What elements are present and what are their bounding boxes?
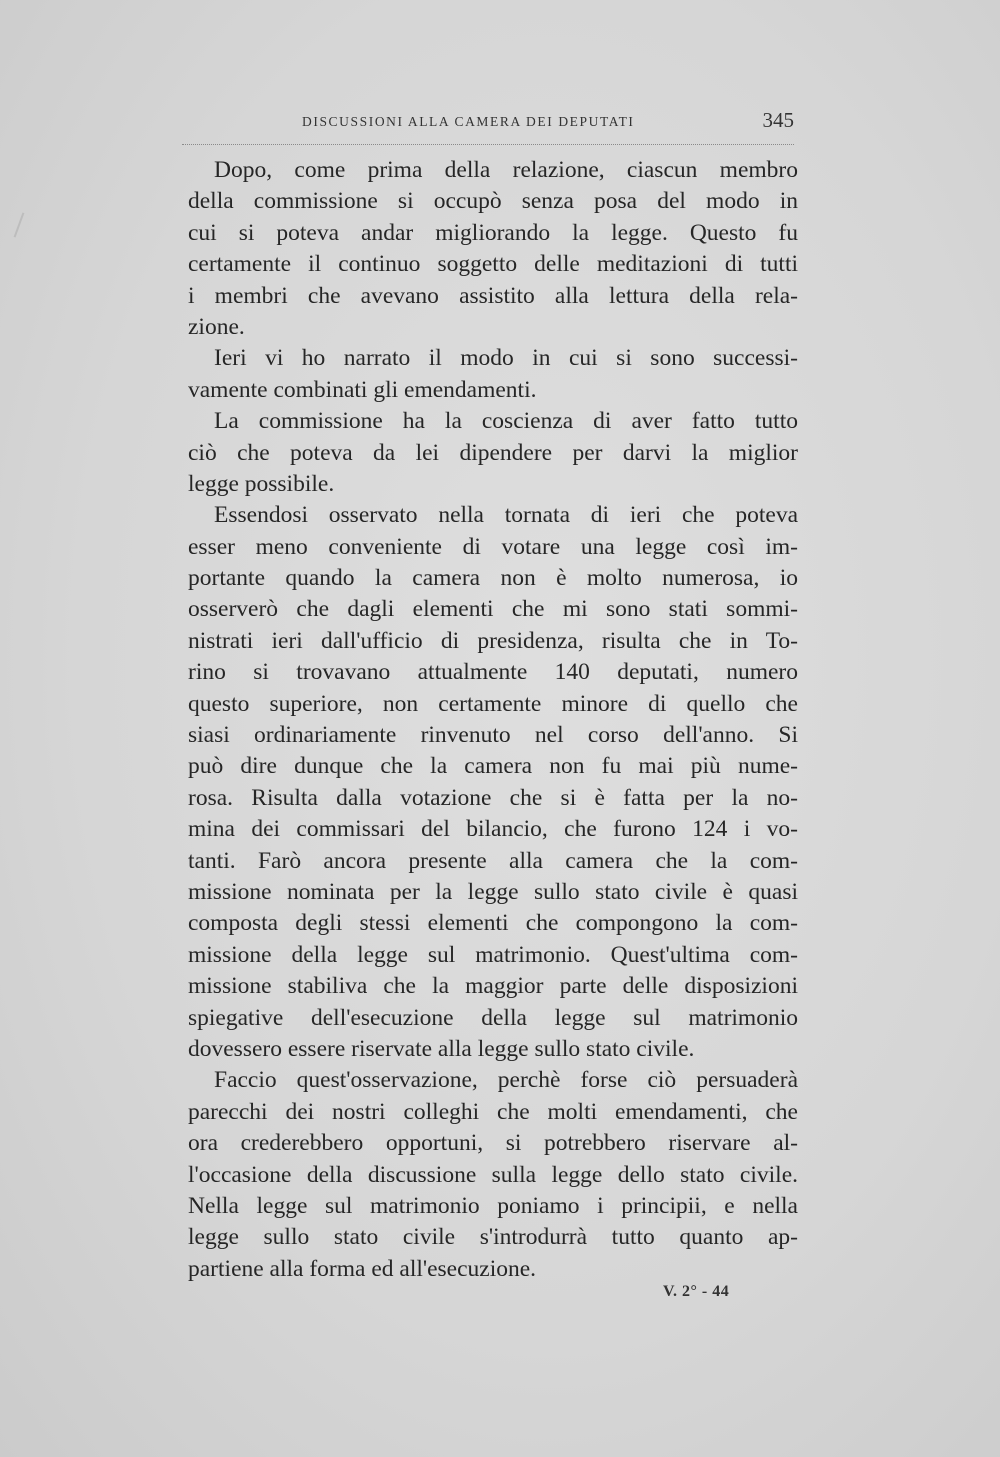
text-line: portante quando la camera non è molto numerosa, io [188, 565, 798, 592]
text-line: cui si poteva andar migliorando la legge. Questo fu [188, 219, 798, 246]
text-line: ora crederebbero opportuni, si potrebbero riservare al- [188, 1130, 798, 1157]
text-line: tanti. Farò ancora presente alla camera che la com- [188, 847, 798, 874]
text-line: può dire dunque che la camera non fu mai più nume- [188, 753, 798, 780]
text-line: della commissione si occupò senza posa del modo in [188, 188, 798, 215]
text-line: l'occasione della discussione sulla legge dello stato civile. [188, 1161, 798, 1188]
text-line: nistrati ieri dall'ufficio di presidenza, risulta che in To- [188, 627, 798, 654]
running-head: DISCUSSIONI ALLA CAMERA DEI DEPUTATI [302, 114, 635, 129]
text-line: siasi ordinariamente rinvenuto nel corso dell'anno. Si [188, 722, 798, 749]
body-text [188, 155, 798, 1285]
text-line: Essendosi osservato nella tornata di ieri che poteva [214, 502, 798, 529]
text-line: vamente combinati gli emendamenti. [188, 376, 537, 403]
text-line: missione nominata per la legge sullo stato civile è quasi [188, 878, 798, 905]
text-line: certamente il continuo soggetto delle meditazioni di tutti [188, 251, 798, 278]
text-line: zione. [188, 313, 245, 340]
text-line: mina dei commissari del bilancio, che furono 124 i vo- [188, 816, 798, 843]
text-line: legge sullo stato civile s'introdurrà tutto quanto ap- [188, 1224, 798, 1251]
text-line: parecchi dei nostri colleghi che molti emendamenti, che [188, 1098, 798, 1125]
text-line: Nella legge sul matrimonio poniamo i principii, e nella [188, 1192, 798, 1219]
text-line: composta degli stessi elementi che compongono la com- [188, 910, 798, 937]
text-line: questo superiore, non certamente minore di quello che [188, 690, 798, 717]
text-line: La commissione ha la coscienza di aver fatto tutto [214, 408, 798, 435]
text-line: spiegative dell'esecuzione della legge sul matrimonio [188, 1004, 798, 1031]
text-line: missione stabiliva che la maggior parte delle disposizioni [188, 973, 798, 1000]
text-line: esser meno conveniente di votare una legge così im- [188, 533, 798, 560]
margin-stain [14, 212, 25, 237]
text-line: legge possibile. [188, 470, 335, 497]
text-line: missione della legge sul matrimonio. Quest'ultima com- [188, 941, 798, 968]
text-line: Faccio quest'osservazione, perchè forse ciò persuaderà [214, 1067, 798, 1094]
text-line: rino si trovavano attualmente 140 deputati, numero [188, 659, 798, 686]
text-line: partiene alla forma ed all'esecuzione. [188, 1255, 537, 1282]
text-line: osserverò che dagli elementi che mi sono stati sommi- [188, 596, 798, 623]
page-number: 345 [762, 108, 794, 132]
text-line: Ieri vi ho narrato il modo in cui si sono successi- [214, 345, 798, 372]
text-line: rosa. Risulta dalla votazione che si è fatta per la no- [188, 784, 798, 811]
page-header [182, 104, 794, 145]
signature-mark: V. 2° - 44 [663, 1283, 730, 1300]
text-line: Dopo, come prima della relazione, ciascun membro [214, 157, 798, 183]
text-line: i membri che avevano assistito alla lettura della rela- [188, 282, 798, 309]
text-line: dovessero essere riservate alla legge sullo stato civile. [188, 1035, 695, 1062]
text-line: ciò che poteva da lei dipendere per darvi la miglior [188, 439, 798, 466]
